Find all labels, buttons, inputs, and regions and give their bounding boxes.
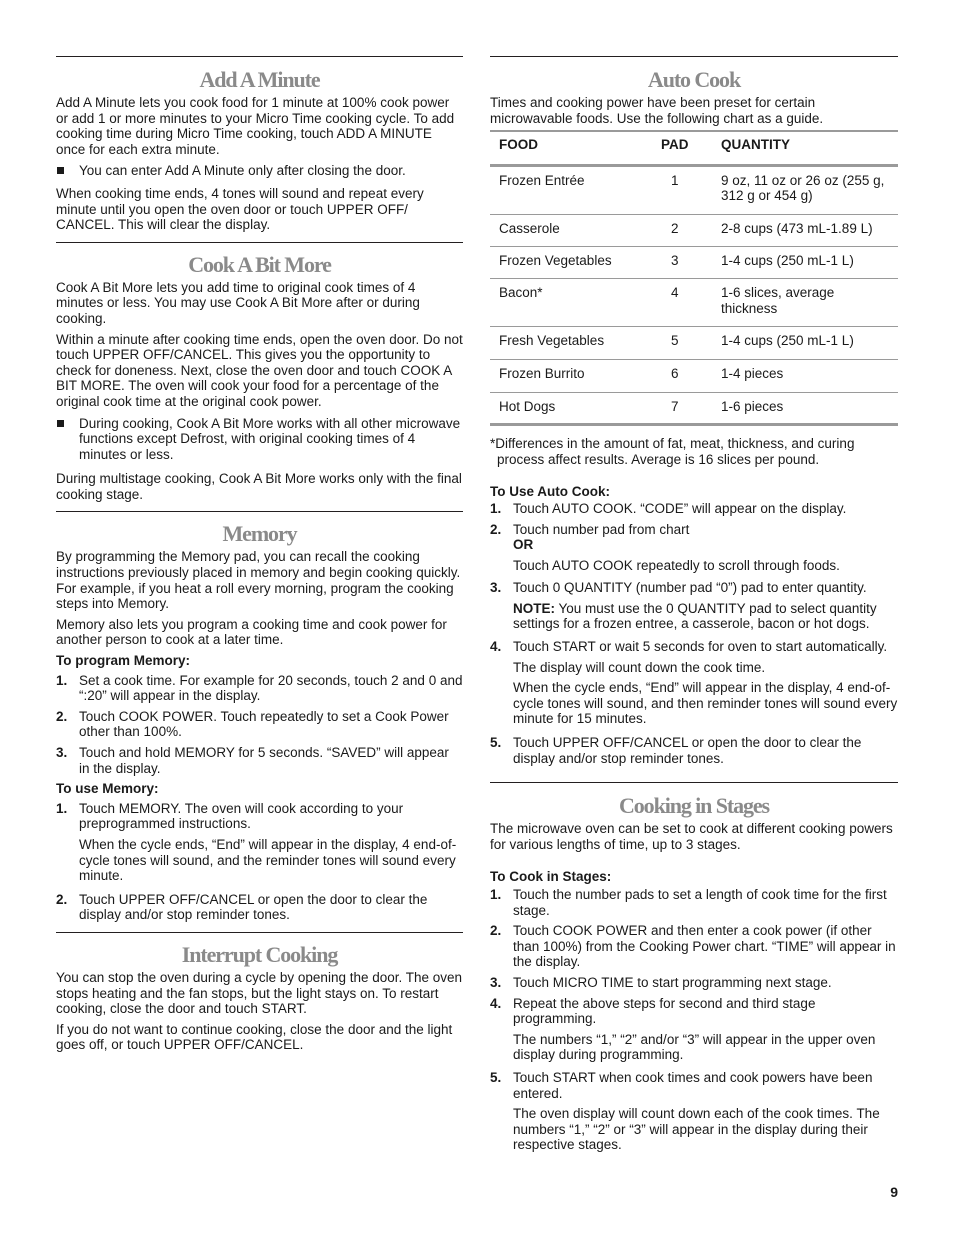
step-subtext: The numbers “1,” “2” and/or “3” will appear in the upper oven display during programming. — [513, 1031, 876, 1063]
table-row — [490, 359, 898, 392]
paragraph: During multistage cooking, Cook A Bit More works only with the final cooking stage. — [56, 471, 462, 502]
table-cell-pad: 4 — [671, 285, 679, 301]
bullet-item: During cooking, Cook A Bit More works with all other microwave functions except Defrost, with original cooking times of 4 minutes or less. — [56, 416, 463, 463]
paragraph: Add A Minute lets you cook food for 1 minute at 100% cook power or add 1 or more minutes to your Micro Time cooking cycle. To add cooking time during Micro Time cooking, touch ADD A MINUTE once for each extra minute. — [56, 95, 455, 157]
step-item: 4. Touch START or wait 5 seconds for oven to start automatically. The display will count down the cook time. When the cycle ends, “End” will appear in the display, 4 end-of-cycle tones will sound, and then reminder tones will sound every minute for 15 minutes. — [490, 639, 898, 727]
table-cell-pad: 6 — [671, 365, 679, 381]
paragraph: Times and cooking power have been preset for certain microwavable foods. Use the following chart as a guide. — [490, 95, 824, 126]
table-cell-pad: 7 — [671, 398, 679, 414]
step-item: 5. Touch START when cook times and cook powers have been entered. The oven display will count down each of the cook times. The numbers “1,” “2” or “3” will appear in the display during their respective stages. — [490, 1070, 898, 1153]
step-item: 3. Touch and hold MEMORY for 5 seconds. “SAVED” will appear in the display. — [56, 745, 449, 776]
step-note: NOTE: You must use the 0 QUANTITY pad to select quantity settings for a frozen entree, a casserole, bacon or hot dogs. — [513, 600, 877, 632]
divider — [56, 932, 463, 933]
step-or-label: OR — [513, 537, 534, 553]
table-cell-quantity: 2-8 cups (473 mL-1.89 L) — [721, 220, 873, 236]
divider — [490, 782, 898, 783]
table-cell-quantity: 1-6 pieces — [721, 398, 784, 414]
left-column — [56, 0, 463, 1053]
table-cell-pad: 5 — [671, 333, 679, 349]
step-item: 3. Touch 0 QUANTITY (number pad “0”) pad to enter quantity. NOTE: You must use the 0 QUANTITY pad to select quantity settings for a frozen entree, a casserole, bacon or hot dogs. — [490, 580, 898, 632]
step-item: 4. Repeat the above steps for second and third stage programming. The numbers “1,” “2” and/or “3” will appear in the upper oven display during programming. — [490, 996, 898, 1063]
subheading-use-memory: To use Memory: — [56, 781, 159, 797]
section-title-memory: Memory — [222, 521, 297, 547]
divider — [490, 56, 898, 57]
step-item: 1. Touch MEMORY. The oven will cook according to your preprogrammed instructions. When the cycle ends, “End” will appear in the display, 4 end-of-cycle tones will sound, and the reminder tones will sound every minute. — [56, 801, 463, 884]
paragraph: You can stop the oven during a cycle by opening the door. The oven stops heating and the fan stops, but the light stays on. To restart cooking, close the door and touch START. — [56, 969, 463, 1017]
bullet-item: You can enter Add A Minute only after closing the door. — [56, 163, 463, 179]
table-cell-food: Hot Dogs — [499, 398, 556, 414]
auto-cook-table — [490, 130, 898, 426]
table-cell-quantity: 1-4 pieces — [721, 365, 784, 381]
table-cell-food: Frozen Entrée — [499, 172, 585, 188]
step-item: 1. Touch AUTO COOK. “CODE” will appear on the display. — [490, 500, 847, 516]
table-row — [490, 165, 898, 214]
bullet-square-icon — [57, 167, 64, 174]
section-title-auto-cook: Auto Cook — [647, 67, 741, 92]
subheading-program-memory: To program Memory: — [56, 653, 191, 669]
step-item: 1. Set a cook time. For example for 20 seconds, touch 2 and 0 and “:20” will appear in the display. — [56, 672, 463, 704]
table-cell-quantity: 1-4 cups (250 mL-1 L) — [721, 333, 854, 349]
section-title-add-a-minute: Add A Minute — [199, 67, 320, 92]
divider — [56, 511, 463, 512]
table-cell-food: Casserole — [499, 220, 560, 236]
step-subtext: The display will count down the cook time. — [513, 659, 766, 675]
step-item: 2. Touch COOK POWER and then enter a cook power (if other than 100%) from the Cooking Power chart. “TIME” will appear in the display. — [490, 923, 896, 970]
paragraph: Within a minute after cooking time ends, open the oven door. Do not touch UPPER OFF/CANCEL. This gives you the opportunity to check for doneness. Next, close the oven door and touch COOK A BIT MORE. The oven will cook your food for a percentage of the original cook time at the original cook power. — [56, 331, 463, 409]
divider — [56, 242, 463, 243]
step-item: 2. Touch number pad from chart OR Touch AUTO COOK repeatedly to scroll through foods. — [490, 522, 898, 574]
table-header-food: FOOD — [499, 137, 538, 153]
table-cell-quantity: 1-4 cups (250 mL-1 L) — [721, 252, 854, 268]
paragraph: The microwave oven can be set to cook at different cooking powers for various lengths of time, up to 3 stages. — [490, 821, 893, 852]
table-cell-quantity: 9 oz, 11 oz or 26 oz (255 g, 312 g or 454 g) — [721, 172, 885, 204]
step-item: 2. Touch UPPER OFF/CANCEL or open the door to clear the display and/or stop reminder tones. — [56, 891, 428, 923]
bullet-square-icon — [57, 420, 64, 427]
section-title-interrupt-cooking: Interrupt Cooking — [181, 941, 338, 967]
step-item: 5. Touch UPPER OFF/CANCEL or open the door to clear the display and/or stop reminder tones. — [490, 735, 862, 766]
table-row — [490, 214, 898, 246]
step-item: 3. Touch MICRO TIME to start programming next stage. — [490, 974, 832, 990]
paragraph: By programming the Memory pad, you can recall the cooking instructions previously placed in memory and begin cooking quickly. For example, if you heat a roll every morning, program the cooking steps into Memory. — [56, 549, 461, 612]
table-cell-food: Bacon* — [499, 285, 543, 301]
step-subtext: When the cycle ends, “End” will appear in the display, 4 end-of-cycle tones will sound, and the reminder tones will sound every minute. — [79, 836, 457, 884]
step-item: 2. Touch COOK POWER. Touch repeatedly to set a Cook Power other than 100%. — [56, 708, 449, 740]
step-subtext: The oven display will count down each of the cook times. The numbers “1,” “2” or “3” will appear in the display during their respective stages. — [513, 1106, 880, 1153]
table-cell-food: Frozen Burrito — [499, 365, 585, 381]
right-column — [490, 0, 898, 1153]
table-row — [490, 392, 898, 425]
section-title-cook-a-bit-more: Cook A Bit More — [188, 251, 331, 277]
table-cell-food: Frozen Vegetables — [499, 252, 612, 268]
table-row — [490, 279, 898, 327]
table-cell-quantity: 1-6 slices, average thickness — [721, 285, 835, 316]
table-cell-pad: 2 — [671, 220, 679, 236]
paragraph: Cook A Bit More lets you add time to original cook times of 4 minutes or less. You may use Cook A Bit More after or during cooking. — [56, 279, 420, 326]
table-header-quantity: QUANTITY — [721, 137, 790, 153]
paragraph: If you do not want to continue cooking, close the door and the light goes off, or touch UPPER OFF/CANCEL. — [56, 1021, 453, 1053]
step-item: 1. Touch the number pads to set a length of cook time for the first stage. — [490, 887, 887, 918]
step-subtext: Touch AUTO COOK repeatedly to scroll through foods. — [513, 557, 840, 573]
step-subtext: When the cycle ends, “End” will appear in the display, 4 end-of-cycle tones will sound, and then reminder tones will sound every minute for 15 minutes. — [513, 680, 898, 727]
table-cell-food: Fresh Vegetables — [499, 333, 605, 349]
paragraph: When cooking time ends, 4 tones will sound and repeat every minute until you open the oven door or touch UPPER OFF/ CANCEL. This will clear the display. — [56, 185, 424, 233]
subheading-use-auto-cook: To Use Auto Cook: — [490, 484, 610, 500]
table-cell-pad: 3 — [671, 252, 679, 268]
page-number: 9 — [890, 1184, 898, 1200]
table-row — [490, 327, 898, 360]
table-header-pad: PAD — [661, 137, 689, 153]
paragraph: Memory also lets you program a cooking time and cook power for another person to cook at a later time. — [56, 616, 447, 648]
table-header-row — [490, 131, 898, 165]
table-cell-pad: 1 — [671, 172, 679, 188]
table-row — [490, 246, 898, 279]
divider — [56, 56, 463, 57]
subheading-cook-in-stages: To Cook in Stages: — [490, 869, 612, 885]
footnote: *Differences in the amount of fat, meat, thickness, and curing process affect results. Average is 16 slices per pound. — [490, 436, 855, 467]
section-title-cooking-in-stages: Cooking in Stages — [618, 793, 769, 819]
